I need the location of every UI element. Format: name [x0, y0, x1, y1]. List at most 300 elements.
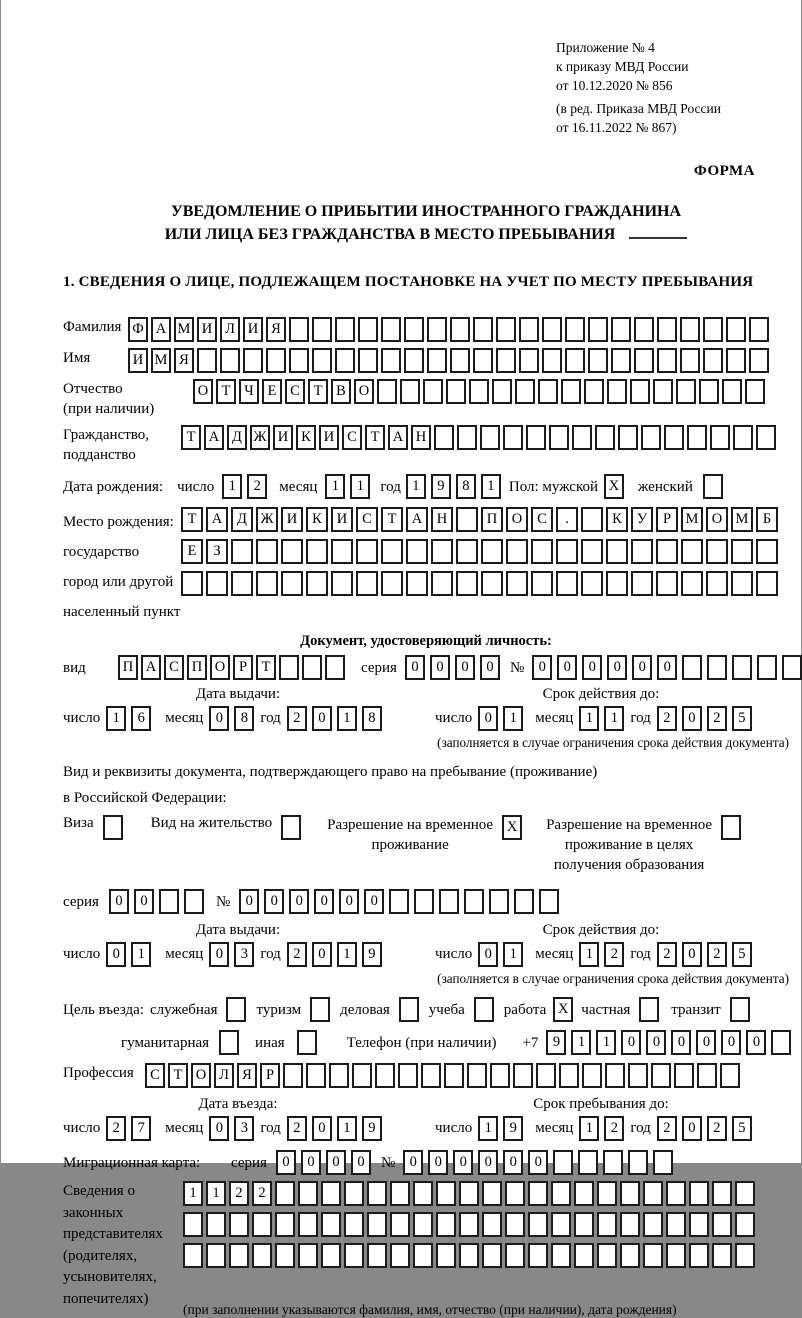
form-cell[interactable]	[103, 815, 123, 840]
form-cell[interactable]	[436, 1243, 456, 1268]
form-cell[interactable]: 0	[646, 1030, 666, 1055]
form-cell[interactable]	[226, 997, 246, 1022]
form-cell[interactable]: И	[197, 317, 217, 342]
form-cell[interactable]	[735, 1243, 755, 1268]
form-cell[interactable]	[597, 1212, 617, 1237]
form-cell[interactable]	[381, 348, 401, 373]
form-cell[interactable]	[643, 1212, 663, 1237]
form-cell[interactable]	[381, 317, 401, 342]
form-cell[interactable]: 5	[732, 706, 752, 731]
form-cell[interactable]	[611, 348, 631, 373]
form-cell[interactable]	[666, 1243, 686, 1268]
form-cell[interactable]: 0	[405, 655, 425, 680]
form-cell[interactable]: 0	[289, 889, 309, 914]
form-cell[interactable]	[219, 1030, 239, 1055]
form-cell[interactable]	[197, 348, 217, 373]
form-cell[interactable]	[456, 539, 478, 564]
form-cell[interactable]: 0	[403, 1150, 423, 1175]
form-cell[interactable]: 3	[234, 1116, 254, 1141]
form-cell[interactable]: 1	[106, 706, 126, 731]
form-cell[interactable]: 0	[312, 706, 332, 731]
form-cell[interactable]	[703, 317, 723, 342]
form-cell[interactable]	[681, 571, 703, 596]
form-cell[interactable]: 9	[431, 474, 451, 499]
form-cell[interactable]	[706, 539, 728, 564]
form-cell[interactable]	[689, 1243, 709, 1268]
form-cell[interactable]	[367, 1212, 387, 1237]
form-cell[interactable]	[436, 1181, 456, 1206]
form-cell[interactable]: 2	[287, 1116, 307, 1141]
form-cell[interactable]: Т	[256, 655, 276, 680]
form-cell[interactable]: 0	[209, 942, 229, 967]
form-cell[interactable]	[413, 1181, 433, 1206]
form-cell[interactable]: 0	[239, 889, 259, 914]
form-cell[interactable]	[275, 1243, 295, 1268]
form-cell[interactable]	[439, 889, 459, 914]
form-cell[interactable]	[434, 425, 454, 450]
form-cell[interactable]: 1	[337, 706, 357, 731]
form-cell[interactable]: 0	[696, 1030, 716, 1055]
form-cell[interactable]: 2	[106, 1116, 126, 1141]
form-cell[interactable]	[703, 474, 723, 499]
form-cell[interactable]	[643, 1243, 663, 1268]
form-cell[interactable]	[329, 1063, 349, 1088]
form-cell[interactable]	[551, 1181, 571, 1206]
form-cell[interactable]	[325, 655, 345, 680]
form-cell[interactable]	[281, 815, 301, 840]
form-cell[interactable]	[620, 1243, 640, 1268]
form-cell[interactable]	[414, 889, 434, 914]
form-cell[interactable]	[531, 571, 553, 596]
form-cell[interactable]: Е	[262, 379, 282, 404]
form-cell[interactable]	[578, 1150, 598, 1175]
form-cell[interactable]: 2	[657, 706, 677, 731]
form-cell[interactable]	[697, 1063, 717, 1088]
form-cell[interactable]: 1	[183, 1181, 203, 1206]
form-cell[interactable]	[539, 889, 559, 914]
form-cell[interactable]	[733, 425, 753, 450]
form-cell[interactable]: 2	[604, 942, 624, 967]
form-cell[interactable]	[335, 317, 355, 342]
form-cell[interactable]: 0	[671, 1030, 691, 1055]
form-cell[interactable]	[406, 539, 428, 564]
form-cell[interactable]: X	[502, 815, 522, 840]
form-cell[interactable]: 3	[234, 942, 254, 967]
form-cell[interactable]: 2	[707, 1116, 727, 1141]
form-cell[interactable]: 2	[247, 474, 267, 499]
form-cell[interactable]	[279, 655, 299, 680]
form-cell[interactable]: 0	[109, 889, 129, 914]
form-cell[interactable]	[528, 1181, 548, 1206]
form-cell[interactable]: Т	[181, 507, 203, 532]
form-cell[interactable]: 0	[621, 1030, 641, 1055]
form-cell[interactable]	[680, 317, 700, 342]
form-cell[interactable]: Л	[220, 317, 240, 342]
form-cell[interactable]: 1	[579, 942, 599, 967]
form-cell[interactable]	[356, 571, 378, 596]
form-cell[interactable]	[756, 425, 776, 450]
form-cell[interactable]: 0	[682, 1116, 702, 1141]
form-cell[interactable]	[490, 1063, 510, 1088]
form-cell[interactable]	[731, 539, 753, 564]
form-cell[interactable]: Р	[656, 507, 678, 532]
form-cell[interactable]	[358, 317, 378, 342]
form-cell[interactable]	[531, 539, 553, 564]
form-cell[interactable]	[506, 571, 528, 596]
form-cell[interactable]: 0	[339, 889, 359, 914]
form-cell[interactable]	[630, 379, 650, 404]
form-cell[interactable]: И	[273, 425, 293, 450]
form-cell[interactable]	[473, 348, 493, 373]
form-cell[interactable]: 0	[314, 889, 334, 914]
form-cell[interactable]	[481, 539, 503, 564]
form-cell[interactable]	[159, 889, 179, 914]
form-cell[interactable]: 9	[503, 1116, 523, 1141]
form-cell[interactable]: 8	[456, 474, 476, 499]
form-cell[interactable]	[481, 571, 503, 596]
form-cell[interactable]: 0	[607, 655, 627, 680]
form-cell[interactable]	[519, 317, 539, 342]
form-cell[interactable]	[358, 348, 378, 373]
form-cell[interactable]: В	[331, 379, 351, 404]
form-cell[interactable]	[266, 348, 286, 373]
form-cell[interactable]	[413, 1243, 433, 1268]
form-cell[interactable]	[559, 1063, 579, 1088]
form-cell[interactable]: А	[141, 655, 161, 680]
form-cell[interactable]	[726, 317, 746, 342]
form-cell[interactable]	[674, 1063, 694, 1088]
form-cell[interactable]	[289, 348, 309, 373]
form-cell[interactable]	[482, 1243, 502, 1268]
form-cell[interactable]: О	[354, 379, 374, 404]
form-cell[interactable]: Я	[237, 1063, 257, 1088]
form-cell[interactable]	[400, 379, 420, 404]
form-cell[interactable]	[399, 997, 419, 1022]
form-cell[interactable]	[666, 1212, 686, 1237]
form-cell[interactable]: А	[204, 425, 224, 450]
form-cell[interactable]: Р	[233, 655, 253, 680]
form-cell[interactable]: М	[174, 317, 194, 342]
form-cell[interactable]: 2	[287, 942, 307, 967]
form-cell[interactable]: 1	[503, 942, 523, 967]
form-cell[interactable]	[289, 317, 309, 342]
form-cell[interactable]: 1	[579, 1116, 599, 1141]
form-cell[interactable]	[682, 655, 702, 680]
form-cell[interactable]	[183, 1212, 203, 1237]
form-cell[interactable]: 6	[131, 706, 151, 731]
form-cell[interactable]	[431, 571, 453, 596]
form-cell[interactable]: 2	[252, 1181, 272, 1206]
form-cell[interactable]: 0	[557, 655, 577, 680]
form-cell[interactable]: З	[206, 539, 228, 564]
form-cell[interactable]	[390, 1212, 410, 1237]
form-cell[interactable]	[256, 539, 278, 564]
form-cell[interactable]	[398, 1063, 418, 1088]
form-cell[interactable]	[450, 348, 470, 373]
form-cell[interactable]	[298, 1181, 318, 1206]
form-cell[interactable]: 0	[478, 1150, 498, 1175]
form-cell[interactable]	[574, 1212, 594, 1237]
form-cell[interactable]	[639, 997, 659, 1022]
form-cell[interactable]	[275, 1181, 295, 1206]
form-cell[interactable]: Т	[168, 1063, 188, 1088]
form-cell[interactable]	[344, 1243, 364, 1268]
form-cell[interactable]	[584, 379, 604, 404]
form-cell[interactable]	[505, 1212, 525, 1237]
form-cell[interactable]: 1	[596, 1030, 616, 1055]
form-cell[interactable]	[256, 571, 278, 596]
form-cell[interactable]	[252, 1212, 272, 1237]
form-cell[interactable]: X	[553, 997, 573, 1022]
form-cell[interactable]	[390, 1243, 410, 1268]
form-cell[interactable]: М	[681, 507, 703, 532]
form-cell[interactable]: 1	[337, 1116, 357, 1141]
form-cell[interactable]	[606, 539, 628, 564]
form-cell[interactable]	[310, 997, 330, 1022]
form-cell[interactable]	[390, 1181, 410, 1206]
form-cell[interactable]	[699, 379, 719, 404]
form-cell[interactable]: 2	[707, 706, 727, 731]
form-cell[interactable]: И	[128, 348, 148, 373]
form-cell[interactable]: Т	[365, 425, 385, 450]
form-cell[interactable]: 1	[503, 706, 523, 731]
form-cell[interactable]: 1	[579, 706, 599, 731]
form-cell[interactable]: 1	[222, 474, 242, 499]
form-cell[interactable]	[331, 539, 353, 564]
form-cell[interactable]: Я	[174, 348, 194, 373]
form-cell[interactable]	[229, 1243, 249, 1268]
form-cell[interactable]	[581, 539, 603, 564]
form-cell[interactable]	[515, 379, 535, 404]
form-cell[interactable]: 0	[326, 1150, 346, 1175]
form-cell[interactable]: И	[319, 425, 339, 450]
form-cell[interactable]	[634, 317, 654, 342]
form-cell[interactable]	[757, 655, 777, 680]
form-cell[interactable]	[421, 1063, 441, 1088]
form-cell[interactable]	[749, 348, 769, 373]
form-cell[interactable]	[473, 317, 493, 342]
form-cell[interactable]: 0	[532, 655, 552, 680]
form-cell[interactable]	[707, 655, 727, 680]
form-cell[interactable]: 0	[209, 706, 229, 731]
form-cell[interactable]: 9	[546, 1030, 566, 1055]
form-cell[interactable]	[306, 1063, 326, 1088]
form-cell[interactable]	[551, 1212, 571, 1237]
form-cell[interactable]: 2	[287, 706, 307, 731]
form-cell[interactable]: С	[342, 425, 362, 450]
form-cell[interactable]	[657, 348, 677, 373]
form-cell[interactable]: Т	[181, 425, 201, 450]
form-cell[interactable]	[436, 1212, 456, 1237]
form-cell[interactable]	[526, 425, 546, 450]
form-cell[interactable]: Д	[231, 507, 253, 532]
form-cell[interactable]	[231, 539, 253, 564]
form-cell[interactable]	[413, 1212, 433, 1237]
form-cell[interactable]: 0	[682, 942, 702, 967]
form-cell[interactable]	[375, 1063, 395, 1088]
form-cell[interactable]	[581, 507, 603, 532]
form-cell[interactable]: 0	[264, 889, 284, 914]
form-cell[interactable]	[726, 348, 746, 373]
form-cell[interactable]: 0	[312, 942, 332, 967]
form-cell[interactable]	[446, 379, 466, 404]
form-cell[interactable]	[184, 889, 204, 914]
form-cell[interactable]	[275, 1212, 295, 1237]
form-cell[interactable]: А	[406, 507, 428, 532]
form-cell[interactable]: 0	[657, 655, 677, 680]
form-cell[interactable]	[183, 1243, 203, 1268]
form-cell[interactable]	[681, 539, 703, 564]
form-cell[interactable]	[444, 1063, 464, 1088]
form-cell[interactable]	[712, 1243, 732, 1268]
form-cell[interactable]	[389, 889, 409, 914]
form-cell[interactable]	[381, 539, 403, 564]
form-cell[interactable]	[229, 1212, 249, 1237]
form-cell[interactable]	[574, 1181, 594, 1206]
form-cell[interactable]	[574, 1243, 594, 1268]
form-cell[interactable]	[676, 379, 696, 404]
form-cell[interactable]	[456, 571, 478, 596]
form-cell[interactable]: Б	[756, 507, 778, 532]
form-cell[interactable]: 8	[362, 706, 382, 731]
form-cell[interactable]	[513, 1063, 533, 1088]
form-cell[interactable]	[367, 1243, 387, 1268]
form-cell[interactable]	[664, 425, 684, 450]
form-cell[interactable]: 7	[131, 1116, 151, 1141]
form-cell[interactable]	[252, 1243, 272, 1268]
form-cell[interactable]: Я	[266, 317, 286, 342]
form-cell[interactable]: 1	[350, 474, 370, 499]
form-cell[interactable]	[206, 1212, 226, 1237]
form-cell[interactable]: П	[187, 655, 207, 680]
form-cell[interactable]	[706, 571, 728, 596]
form-cell[interactable]: Ч	[239, 379, 259, 404]
form-cell[interactable]: 0	[528, 1150, 548, 1175]
form-cell[interactable]	[556, 539, 578, 564]
form-cell[interactable]: 0	[428, 1150, 448, 1175]
form-cell[interactable]	[620, 1181, 640, 1206]
form-cell[interactable]	[653, 379, 673, 404]
form-cell[interactable]	[582, 1063, 602, 1088]
form-cell[interactable]	[281, 539, 303, 564]
form-cell[interactable]	[597, 1181, 617, 1206]
form-cell[interactable]	[607, 379, 627, 404]
form-cell[interactable]: У	[631, 507, 653, 532]
form-cell[interactable]: 1	[131, 942, 151, 967]
form-cell[interactable]	[356, 539, 378, 564]
form-cell[interactable]: Д	[227, 425, 247, 450]
form-cell[interactable]	[482, 1181, 502, 1206]
form-cell[interactable]	[581, 571, 603, 596]
form-cell[interactable]: П	[118, 655, 138, 680]
form-cell[interactable]	[631, 571, 653, 596]
form-cell[interactable]	[565, 317, 585, 342]
form-cell[interactable]	[771, 1030, 791, 1055]
form-cell[interactable]	[404, 317, 424, 342]
form-cell[interactable]: К	[606, 507, 628, 532]
form-cell[interactable]	[703, 348, 723, 373]
form-cell[interactable]: X	[604, 474, 624, 499]
form-cell[interactable]: Е	[181, 539, 203, 564]
form-cell[interactable]	[631, 539, 653, 564]
form-cell[interactable]	[597, 1243, 617, 1268]
form-cell[interactable]	[782, 655, 802, 680]
form-cell[interactable]	[641, 425, 661, 450]
form-cell[interactable]	[712, 1181, 732, 1206]
form-cell[interactable]	[306, 539, 328, 564]
form-cell[interactable]	[722, 379, 742, 404]
form-cell[interactable]: 0	[478, 942, 498, 967]
form-cell[interactable]	[745, 379, 765, 404]
form-cell[interactable]: 5	[732, 1116, 752, 1141]
form-cell[interactable]: 0	[478, 706, 498, 731]
form-cell[interactable]: К	[306, 507, 328, 532]
form-cell[interactable]	[656, 571, 678, 596]
form-cell[interactable]: 2	[657, 1116, 677, 1141]
form-cell[interactable]	[321, 1212, 341, 1237]
form-cell[interactable]: 1	[325, 474, 345, 499]
form-cell[interactable]	[469, 379, 489, 404]
form-cell[interactable]: 0	[276, 1150, 296, 1175]
form-cell[interactable]	[556, 571, 578, 596]
form-cell[interactable]: 1	[571, 1030, 591, 1055]
form-cell[interactable]: Т	[216, 379, 236, 404]
form-cell[interactable]	[456, 507, 478, 532]
form-cell[interactable]: П	[481, 507, 503, 532]
form-cell[interactable]	[431, 539, 453, 564]
form-cell[interactable]	[628, 1150, 648, 1175]
form-cell[interactable]	[542, 317, 562, 342]
form-cell[interactable]	[459, 1212, 479, 1237]
form-cell[interactable]	[542, 348, 562, 373]
form-cell[interactable]	[720, 1063, 740, 1088]
form-cell[interactable]: Н	[431, 507, 453, 532]
form-cell[interactable]	[423, 379, 443, 404]
form-cell[interactable]	[181, 571, 203, 596]
form-cell[interactable]: Н	[411, 425, 431, 450]
form-cell[interactable]	[298, 1212, 318, 1237]
form-cell[interactable]: 2	[229, 1181, 249, 1206]
form-cell[interactable]	[450, 317, 470, 342]
form-cell[interactable]	[344, 1181, 364, 1206]
form-cell[interactable]: М	[151, 348, 171, 373]
form-cell[interactable]	[588, 317, 608, 342]
form-cell[interactable]	[689, 1212, 709, 1237]
form-cell[interactable]	[381, 571, 403, 596]
form-cell[interactable]	[634, 348, 654, 373]
form-cell[interactable]	[283, 1063, 303, 1088]
form-cell[interactable]	[206, 1243, 226, 1268]
form-cell[interactable]	[306, 571, 328, 596]
form-cell[interactable]	[297, 1030, 317, 1055]
form-cell[interactable]	[603, 1150, 623, 1175]
form-cell[interactable]	[281, 571, 303, 596]
form-cell[interactable]	[459, 1181, 479, 1206]
form-cell[interactable]: 0	[453, 1150, 473, 1175]
form-cell[interactable]: 0	[364, 889, 384, 914]
form-cell[interactable]	[321, 1243, 341, 1268]
form-cell[interactable]	[206, 571, 228, 596]
form-cell[interactable]: 0	[582, 655, 602, 680]
form-cell[interactable]	[459, 1243, 479, 1268]
form-cell[interactable]: 1	[604, 706, 624, 731]
form-cell[interactable]	[457, 425, 477, 450]
form-cell[interactable]: 0	[480, 655, 500, 680]
form-cell[interactable]	[505, 1243, 525, 1268]
form-cell[interactable]: Р	[260, 1063, 280, 1088]
form-cell[interactable]	[243, 348, 263, 373]
form-cell[interactable]: С	[285, 379, 305, 404]
